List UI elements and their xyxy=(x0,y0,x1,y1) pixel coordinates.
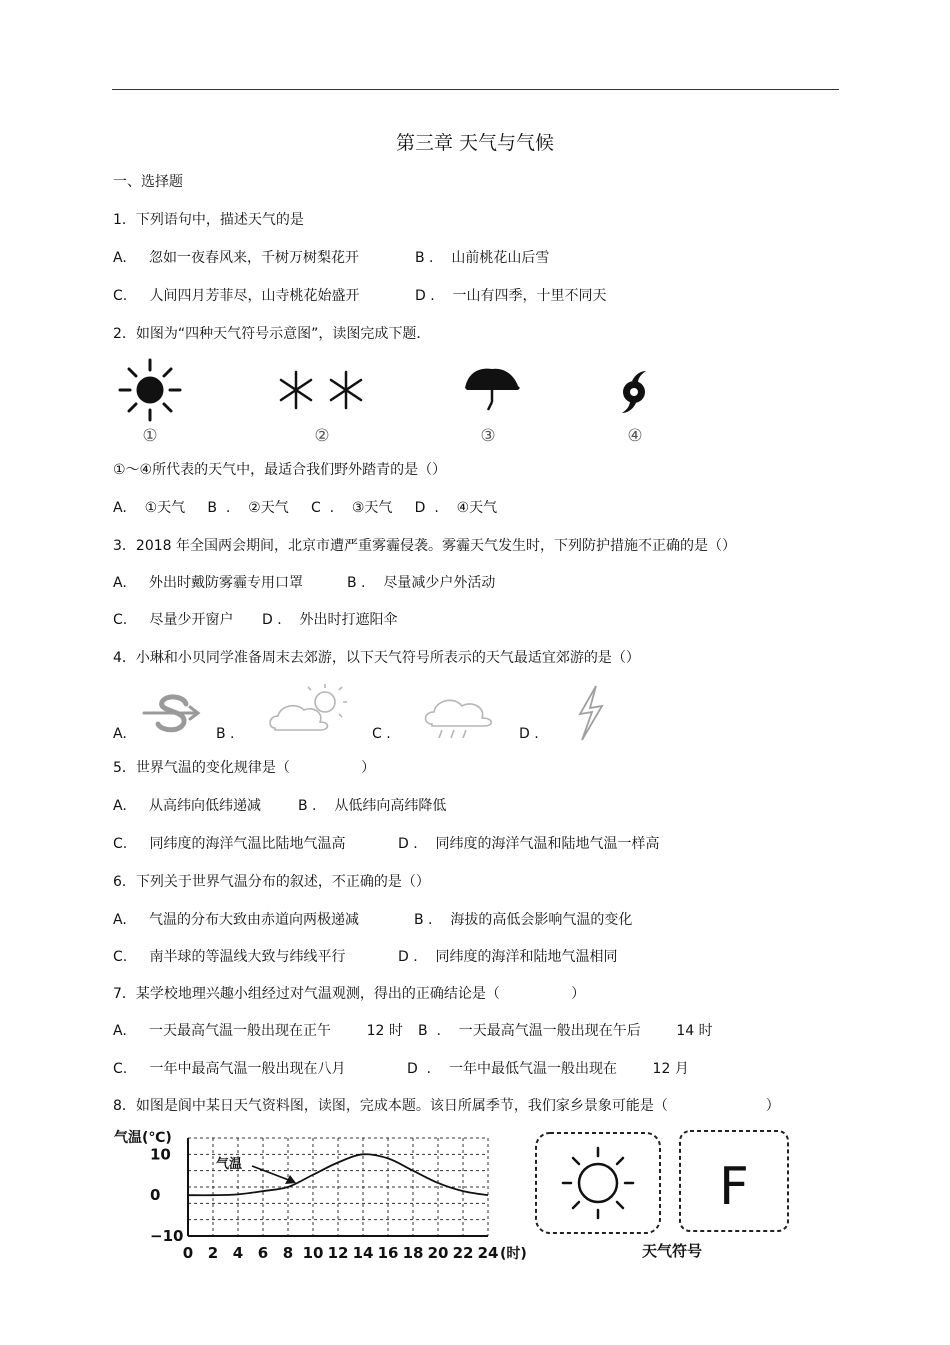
q2-label-2: ② xyxy=(314,426,330,446)
q4-option-d-letter: D . xyxy=(519,726,539,742)
rain-icon xyxy=(425,700,491,738)
q7-option-d: D . 一年中最低气温一般出现在 12 月 xyxy=(407,1061,689,1077)
q2-label-1: ① xyxy=(142,426,158,446)
q2-options: A. ①天气 B . ②天气 C . ③天气 D . ④天气 xyxy=(113,500,498,516)
x-tick-label: 18 xyxy=(402,1244,424,1262)
q2-label-4: ④ xyxy=(627,426,643,446)
q3-option-a: A. 外出时戴防雾霾专用口罩 xyxy=(113,575,304,591)
q4-option-c-letter: C . xyxy=(372,726,391,742)
weather-symbol-panel xyxy=(532,1128,794,1263)
q7-option-a: A. 一天最高气温一般出现在正午 12 时 xyxy=(113,1023,403,1039)
q1-option-d: D . 一山有四季，十里不同天 xyxy=(415,288,607,304)
typhoon-icon xyxy=(622,371,646,413)
q1-stem: 1．下列语句中，描述天气的是 xyxy=(113,212,304,228)
sun-icon xyxy=(120,360,180,420)
chart-y-label: 气温(℃) xyxy=(114,1130,172,1146)
x-tick-label: 6 xyxy=(257,1244,269,1262)
y-tick-label: −10 xyxy=(150,1227,184,1245)
q6-option-c: C. 南半球的等温线大致与纬线平行 xyxy=(113,949,346,965)
q1-option-a: A. 忽如一夜春风来，千树万树梨花开 xyxy=(113,250,360,266)
q4-option-b-letter: B . xyxy=(216,726,235,742)
x-tick-label: 20 xyxy=(427,1244,449,1262)
series-label-arrow xyxy=(252,1166,296,1184)
q5-option-a: A. 从高纬向低纬递减 xyxy=(113,798,262,814)
q5-option-b: B . 从低纬向高纬降低 xyxy=(298,798,447,814)
q2-stem: 2．如图为“四种天气符号示意图”，读图完成下题． xyxy=(113,326,431,342)
snow-icon xyxy=(281,372,361,408)
sun-icon xyxy=(563,1148,633,1218)
q3-option-c: C. 尽量少开窗户 xyxy=(113,612,234,628)
q3-stem: 3．2018 年全国两会期间，北京市遭严重雾霾侵袭。雾霾天气发生时，下列防护措施不正确的是（） xyxy=(113,538,736,554)
q4-option-a-letter: A. xyxy=(113,726,127,742)
q6-option-d: D . 同纬度的海洋和陆地气温相同 xyxy=(398,949,618,965)
partly-cloudy-icon xyxy=(270,684,347,730)
q6-stem: 6．下列关于世界气温分布的叙述，不正确的是（） xyxy=(113,874,430,890)
chart-x-ticks xyxy=(183,1244,499,1262)
x-tick-label: 24 xyxy=(477,1244,499,1262)
chart-y-ticks xyxy=(150,1145,183,1245)
q3-option-d: D . 外出时打遮阳伞 xyxy=(262,612,398,628)
q6-option-a: A. 气温的分布大致由赤道向两极递减 xyxy=(113,912,360,928)
section-heading: 一、选择题 xyxy=(113,174,183,190)
x-tick-label: 22 xyxy=(452,1244,474,1262)
y-tick-label: 0 xyxy=(150,1186,161,1205)
weather-symbol-caption: 天气符号 xyxy=(641,1242,703,1260)
lightning-icon xyxy=(580,686,602,740)
q7-option-b: B . 一天最高气温一般出现在午后 14 时 xyxy=(418,1023,713,1039)
q7-option-c: C. 一年中最高气温一般出现在八月 xyxy=(113,1061,346,1077)
x-tick-label: 14 xyxy=(352,1244,374,1262)
q1-option-c: C. 人间四月芳菲尽，山寺桃花始盛开 xyxy=(113,288,360,304)
x-tick-label: 0 xyxy=(182,1244,194,1262)
q7-stem: 7．某学校地理兴趣小组经过对气温观测，得出的正确结论是（ ） xyxy=(113,986,586,1002)
q1-option-b: B . 山前桃花山后雪 xyxy=(415,250,550,266)
q6-option-b: B . 海拔的高低会影响气温的变化 xyxy=(414,912,633,928)
q5-stem: 5．世界气温的变化规律是（ ） xyxy=(113,760,376,776)
q2-weather-symbols xyxy=(110,355,670,450)
wind-symbol-letter: F xyxy=(719,1157,749,1217)
q2-label-3: ③ xyxy=(480,426,496,446)
q4-stem: 4．小琳和小贝同学准备周末去郊游，以下天气符号所表示的天气最适宜郊游的是（） xyxy=(113,650,640,666)
sandstorm-icon xyxy=(144,697,198,730)
q8-stem: 8．如图是阆中某日天气资料图，读图，完成本题。该日所属季节，我们家乡景象可能是（ ） xyxy=(113,1098,780,1114)
q5-option-d: D . 同纬度的海洋气温和陆地气温一样高 xyxy=(398,836,660,852)
x-tick-label: 4 xyxy=(232,1244,244,1262)
x-tick-label: 16 xyxy=(377,1244,399,1262)
q5-option-c: C. 同纬度的海洋气温比陆地气温高 xyxy=(113,836,346,852)
chart-series-label: 气温 xyxy=(216,1157,243,1172)
page-title: 第三章 天气与气候 xyxy=(395,132,555,154)
q3-option-b: B . 尽量减少户外活动 xyxy=(347,575,496,591)
header-rule xyxy=(112,89,839,90)
temperature-chart xyxy=(112,1124,532,1269)
thunderstorm-icon xyxy=(465,369,520,410)
x-tick-label: 10 xyxy=(302,1244,324,1262)
x-tick-label: 12 xyxy=(327,1244,349,1262)
x-tick-label: 2 xyxy=(207,1244,219,1262)
x-tick-label: 8 xyxy=(282,1244,294,1262)
chart-x-unit: (时) xyxy=(500,1246,527,1262)
y-tick-label: 10 xyxy=(150,1145,171,1164)
chart-grid xyxy=(188,1138,488,1236)
q2-sub-question: ①～④所代表的天气中，最适合我们野外踏青的是（） xyxy=(113,462,447,478)
q4-weather-symbols xyxy=(140,680,620,745)
